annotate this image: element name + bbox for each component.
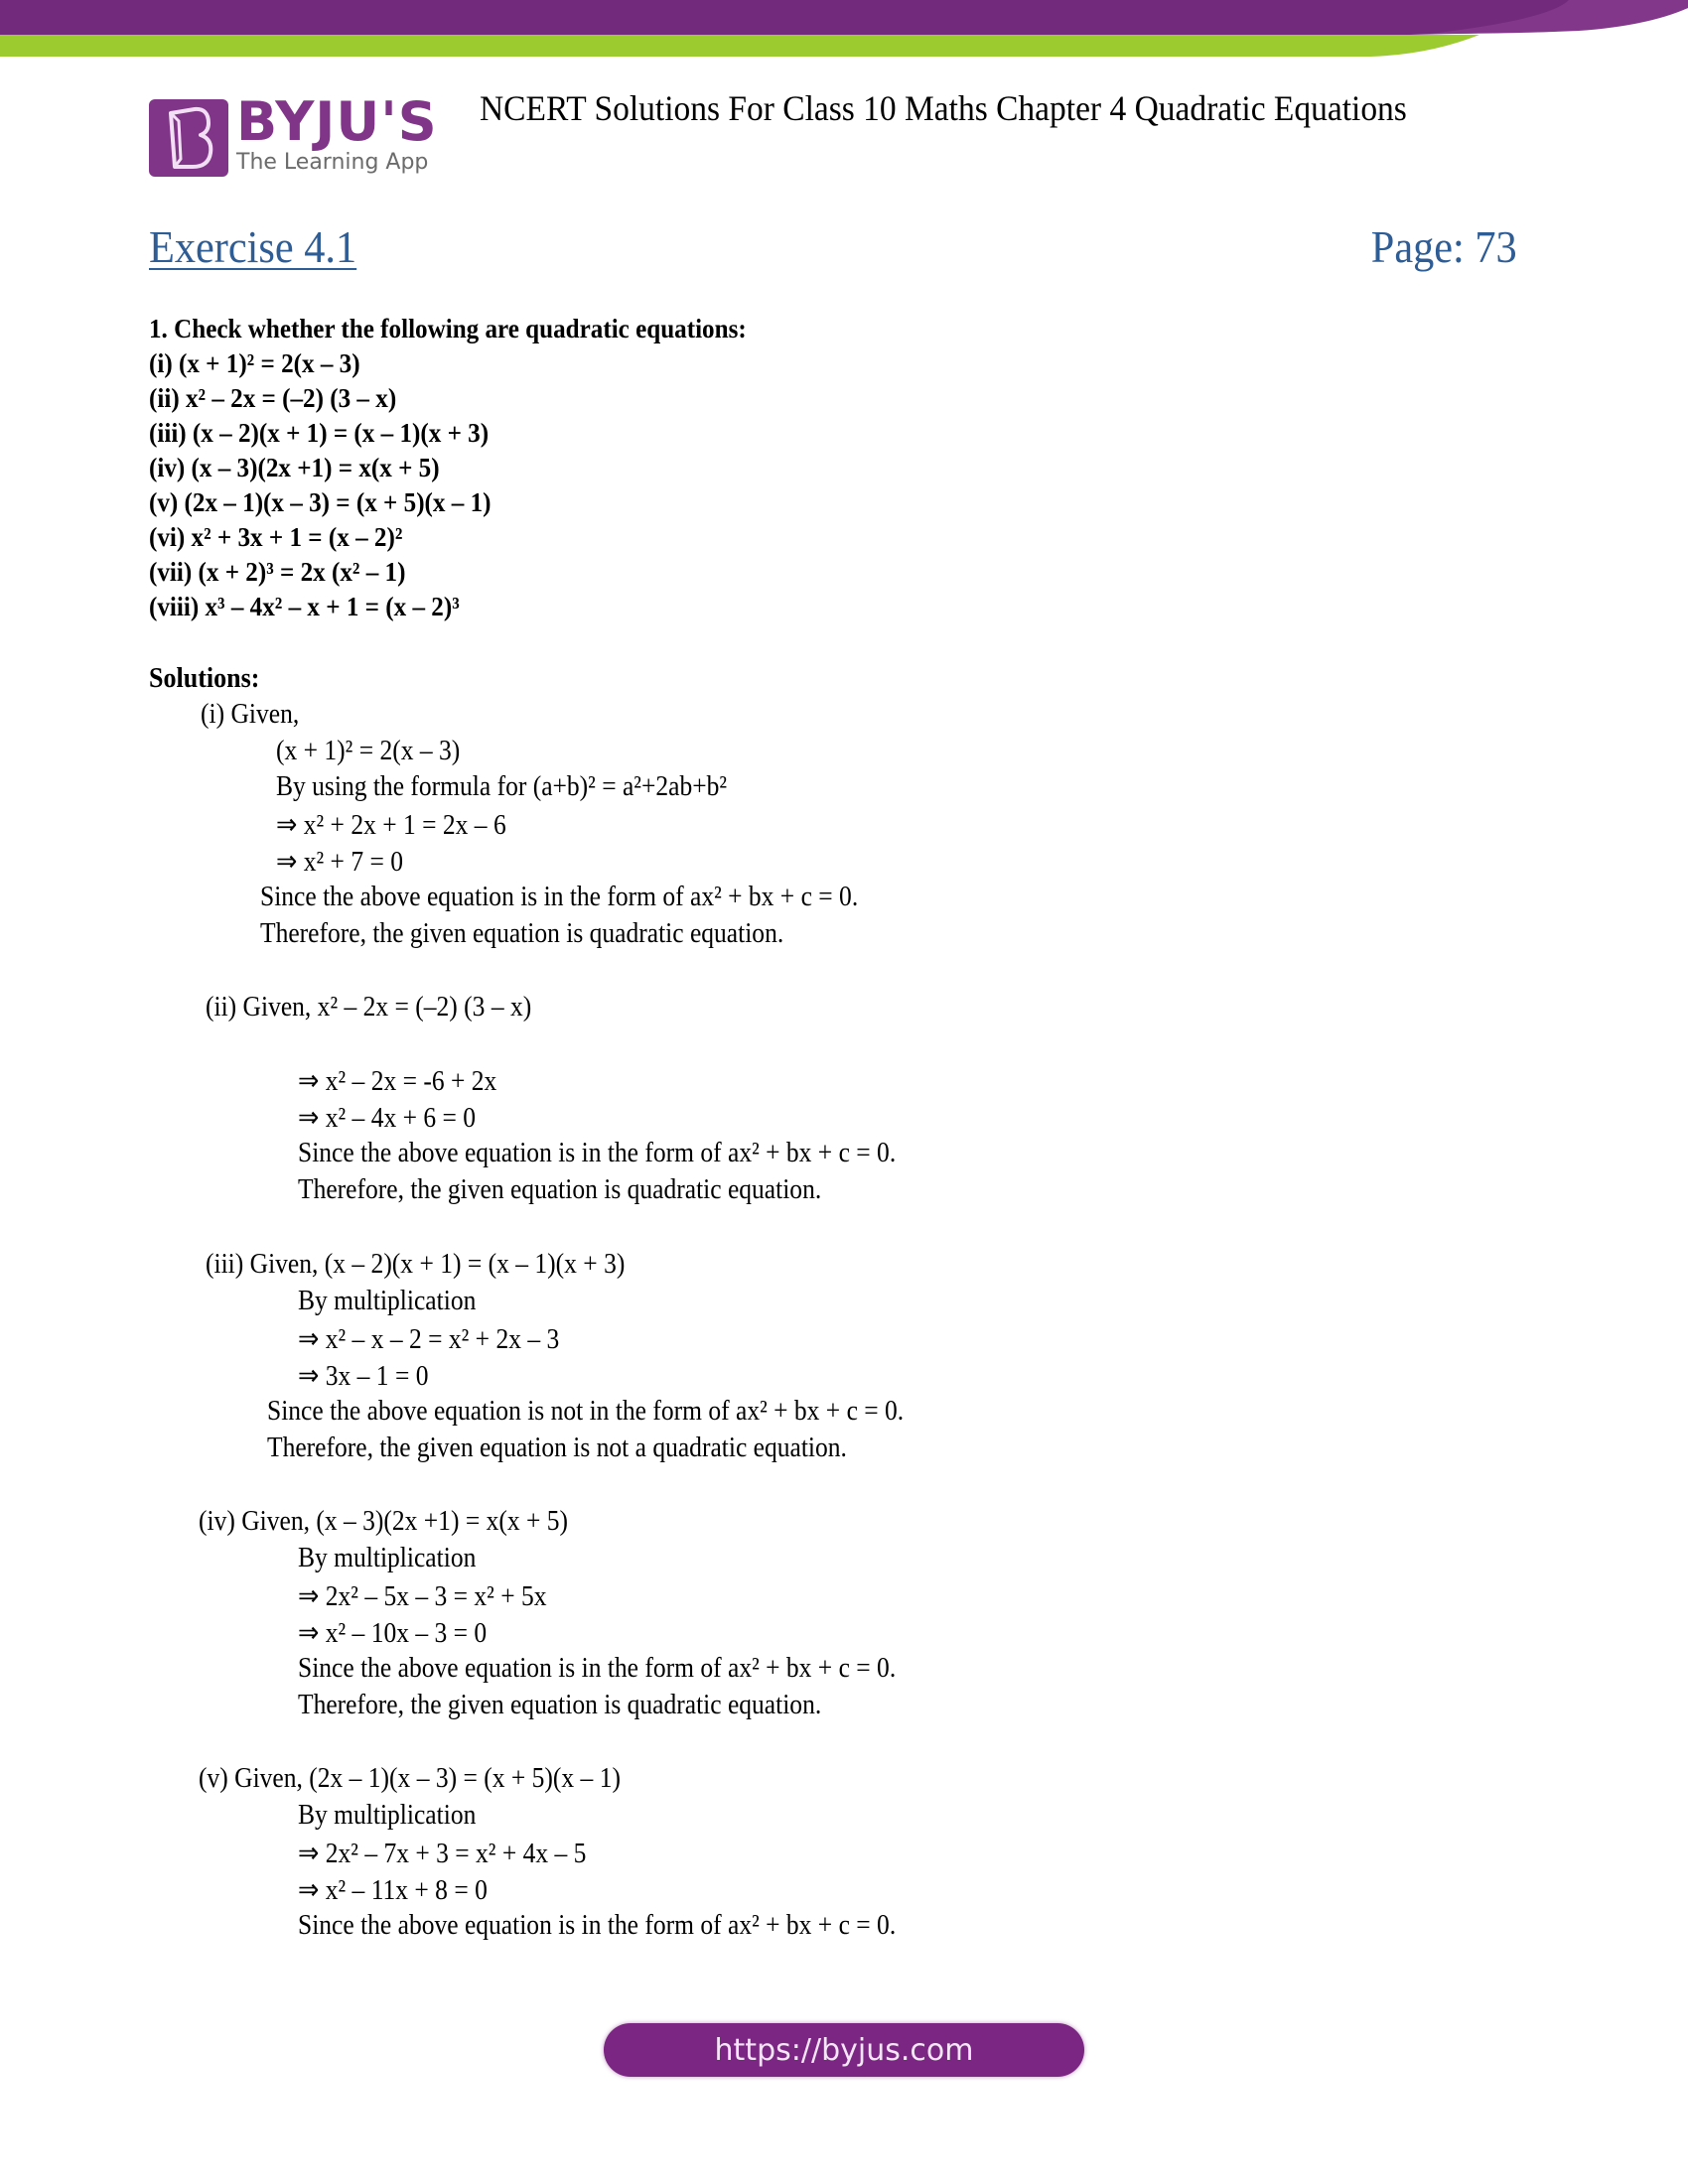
website-link-button[interactable] xyxy=(604,2023,1084,2077)
page-number: Page: 73 xyxy=(1371,221,1517,272)
solution-step: ⇒ 3x – 1 = 0 xyxy=(298,1360,429,1392)
solution-label: (iii) Given, (x – 2)(x + 1) = (x – 1)(x + 3) xyxy=(206,1248,626,1280)
solution-conclusion: Therefore, the given equation is quadratic equation. xyxy=(260,917,784,949)
document-title: NCERT Solutions For Class 10 Maths Chapter 4 Quadratic Equations xyxy=(480,88,1407,128)
question-part: (v) (2x – 1)(x – 3) = (x + 5)(x – 1) xyxy=(149,487,492,517)
solution-step: ⇒ x² + 2x + 1 = 2x – 6 xyxy=(276,809,506,841)
solution-step: ⇒ 2x² – 7x + 3 = x² + 4x – 5 xyxy=(298,1838,587,1869)
solution-step: ⇒ x² + 7 = 0 xyxy=(276,846,403,878)
solution-label: (i) Given, xyxy=(201,698,300,730)
solution-conclusion: Since the above equation is in the form of ax² + bx + c = 0. xyxy=(260,881,859,912)
solution-conclusion: Therefore, the given equation is quadratic equation. xyxy=(298,1689,822,1720)
question-part: (iv) (x – 3)(2x +1) = x(x + 5) xyxy=(149,453,440,482)
solution-step: ⇒ x² – 4x + 6 = 0 xyxy=(298,1102,477,1134)
solution-step: By using the formula for (a+b)² = a²+2ab+b² xyxy=(276,770,728,802)
question-part: (viii) x³ – 4x² – x + 1 = (x – 2)³ xyxy=(149,592,460,621)
solution-label: (v) Given, (2x – 1)(x – 3) = (x + 5)(x – 1) xyxy=(199,1762,621,1794)
question-part: (iii) (x – 2)(x + 1) = (x – 1)(x + 3) xyxy=(149,418,490,448)
solution-step: ⇒ x² – x – 2 = x² + 2x – 3 xyxy=(298,1323,560,1355)
logo-b-icon xyxy=(149,99,228,177)
solution-step: By multiplication xyxy=(298,1799,477,1831)
brand-tagline: The Learning App xyxy=(236,150,429,175)
header-band xyxy=(0,0,1688,79)
question-part: (vi) x² + 3x + 1 = (x – 2)² xyxy=(149,522,403,552)
solution-label: (ii) Given, x² – 2x = (–2) (3 – x) xyxy=(206,991,532,1023)
solution-step: ⇒ x² – 11x + 8 = 0 xyxy=(298,1874,488,1906)
solutions-heading: Solutions: xyxy=(149,663,260,694)
solution-step: By multiplication xyxy=(298,1542,477,1573)
solution-step: By multiplication xyxy=(298,1285,477,1316)
solution-conclusion: Since the above equation is not in the form of ax² + bx + c = 0. xyxy=(267,1395,905,1427)
solution-conclusion: Since the above equation is in the form of ax² + bx + c = 0. xyxy=(298,1909,897,1941)
solution-step: ⇒ 2x² – 5x – 3 = x² + 5x xyxy=(298,1580,547,1612)
solution-step: ⇒ x² – 10x – 3 = 0 xyxy=(298,1617,488,1649)
question-part: (vii) (x + 2)³ = 2x (x² – 1) xyxy=(149,557,406,587)
solution-label: (iv) Given, (x – 3)(2x +1) = x(x + 5) xyxy=(199,1505,569,1537)
question-part: (i) (x + 1)² = 2(x – 3) xyxy=(149,348,360,378)
solution-step: ⇒ x² – 2x = -6 + 2x xyxy=(298,1065,497,1097)
solution-conclusion: Therefore, the given equation is quadratic equation. xyxy=(298,1173,822,1205)
byjus-logo xyxy=(149,90,438,182)
exercise-title: Exercise 4.1 xyxy=(149,221,357,272)
brand-name: BYJU'S xyxy=(236,90,438,153)
question-heading: 1. Check whether the following are quadratic equations: xyxy=(149,314,747,343)
solution-step: (x + 1)² = 2(x – 3) xyxy=(276,735,461,766)
question-part: (ii) x² – 2x = (–2) (3 – x) xyxy=(149,383,397,413)
solution-conclusion: Since the above equation is in the form of ax² + bx + c = 0. xyxy=(298,1137,897,1168)
website-url: https://byjus.com xyxy=(714,2032,974,2068)
solution-conclusion: Since the above equation is in the form of ax² + bx + c = 0. xyxy=(298,1652,897,1684)
solution-conclusion: Therefore, the given equation is not a quadratic equation. xyxy=(267,1432,847,1463)
